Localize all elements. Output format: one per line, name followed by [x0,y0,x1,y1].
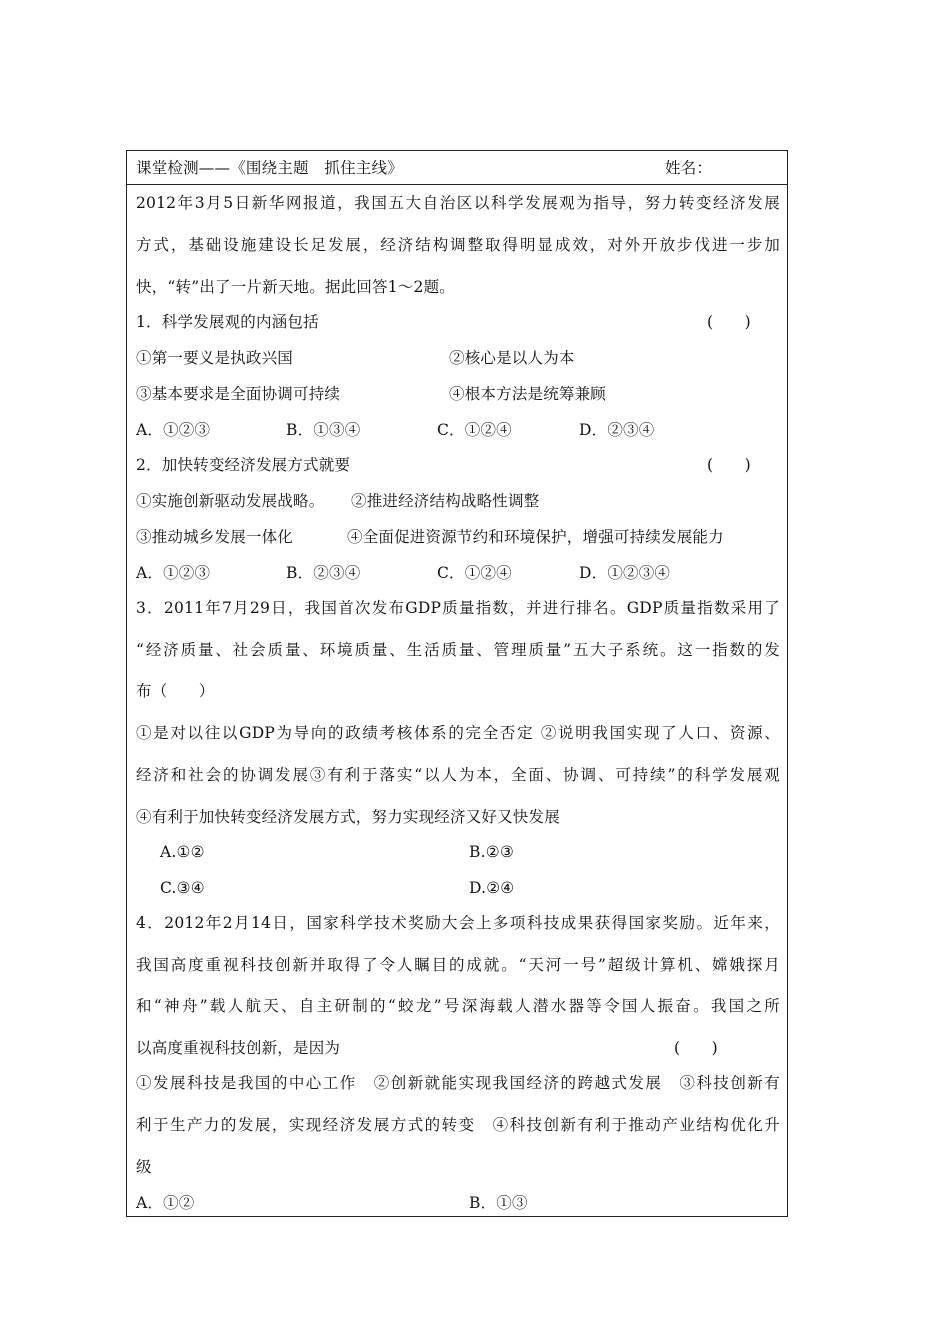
choice-c: C.③④ [160,879,205,897]
option-statement: 级 [136,1158,152,1176]
choice-a: A．①②③ [136,564,211,582]
choice-b: B.②③ [469,843,514,861]
name-label: 姓名： [665,159,713,177]
question-2-stem: 2．加快转变经济发展方式就要 [136,456,351,474]
question-4-stem: 和“神舟”载人航天、自主研制的“蛟龙”号深海载人潜水器等令国人振奋。我国之所 [136,997,780,1015]
answer-bracket: ( ) [707,456,751,474]
choice-b: B．②③④ [286,564,361,582]
option-statement: ②核心是以人为本 [449,349,575,367]
option-statement: ④根本方法是统筹兼顾 [449,385,607,403]
question-3-stem: 3．2011年7月29日，我国首次发布GDP质量指数，并进行排名。GDP质量指数采用了 [136,599,780,617]
question-1-stem: 1．科学发展观的内涵包括 [136,313,319,331]
intro-line: 快，“转”出了一片新天地。据此回答1～2题。 [136,278,455,296]
option-statement: ①发展科技是我国的中心工作 ②创新就能实现我国经济的跨越式发展 ③科技创新有 [136,1074,780,1092]
option-statement: ②推进经济结构战略性调整 [351,492,540,510]
option-statement: ④全面促进资源节约和环境保护，增强可持续发展能力 [347,528,724,546]
option-statement: ③基本要求是全面协调可持续 [136,385,341,403]
option-statement: ④有利于加快转变经济发展方式，努力实现经济又好又快发展 [136,808,560,826]
option-statement: ①实施创新驱动发展战略。 [136,492,325,510]
question-4-stem: 我国高度重视科技创新并取得了令人瞩目的成就。“天河一号”超级计算机、嫦娥探月 [136,956,780,974]
choice-d: D．①②③④ [579,564,671,582]
page-title: 课堂检测——《围绕主题 抓住主线》 [136,159,403,177]
choice-b: B．①③ [469,1194,528,1212]
question-3-stem: 布（ ） [136,682,215,700]
option-statement: ③推动城乡发展一体化 [136,528,294,546]
option-statement: ①是对以往以GDP为导向的政绩考核体系的完全否定 ②说明我国实现了人口、资源、 [136,724,780,742]
choice-a: A．①②③ [136,421,211,439]
choice-c: C．①②④ [437,421,512,439]
intro-line: 方式，基础设施建设长足发展，经济结构调整取得明显成效，对外开放步伐进一步加 [136,236,780,254]
answer-bracket: ( ) [707,313,751,331]
question-3-stem: “经济质量、社会质量、环境质量、生活质量、管理质量”五大子系统。这一指数的发 [136,641,780,659]
option-statement: 经济和社会的协调发展③有利于落实“以人为本，全面、协调、可持续”的科学发展观 [136,766,780,784]
intro-line: 2012年3月5日新华网报道，我国五大自治区以科学发展观为指导，努力转变经济发展 [136,194,780,212]
option-statement: ①第一要义是执政兴国 [136,349,294,367]
choice-d: D．②③④ [579,421,655,439]
header-row [127,151,787,185]
choice-d: D.②④ [469,879,515,897]
choice-b: B．①③④ [286,421,361,439]
choice-c: C．①②④ [437,564,512,582]
question-box [126,150,788,1217]
question-4-stem: 以高度重视科技创新，是因为 [136,1039,341,1057]
choice-a: A．①② [136,1194,195,1212]
answer-bracket: ( ) [674,1039,718,1057]
question-4-stem: 4．2012年2月14日，国家科学技术奖励大会上多项科技成果获得国家奖励。近年来， [136,914,780,932]
choice-a: A.①② [160,843,205,861]
option-statement: 利于生产力的发展，实现经济发展方式的转变 ④科技创新有利于推动产业结构优化升 [136,1116,780,1134]
